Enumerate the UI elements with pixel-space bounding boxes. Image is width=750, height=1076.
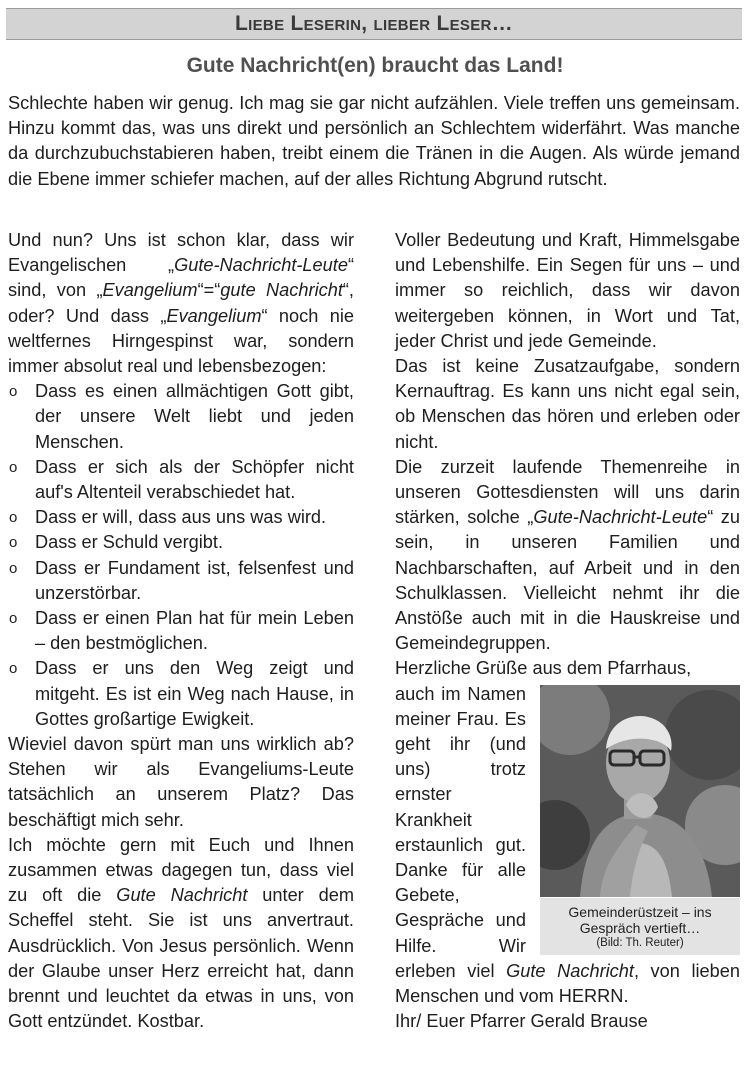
right-column [395, 228, 740, 1035]
bullet-list [8, 379, 354, 732]
bullet-marker: o [9, 458, 18, 476]
right-paragraph-3: Die zurzeit laufende Themenreihe in unseren Gottesdiensten will uns darin stärken, solche „Gute-Nachricht-Leute“ zu sein, in unseren Familien und Nachbarschaften, auf Arbeit und in den Schulklassen. Vielleicht nehmt ihr die Anstöße auch mit in die Hauskreise und Gemeindegruppen. [395, 456, 740, 654]
bullet-marker: o [9, 610, 18, 628]
list-item: o Dass es einen allmächtigen Gott gibt, der unsere Welt liebt und jeden Menschen. [9, 381, 354, 452]
left-column [8, 228, 354, 1035]
portrait-photo [540, 685, 740, 897]
left-paragraph-2: Wieviel davon spürt man uns wirklich ab? Stehen wir als Evangeliums-Leute tatsächlich an unserem Platz? Das beschäftigt mich sehr. [8, 734, 354, 830]
list-item: o Dass er will, dass aus uns was wird. [8, 505, 354, 530]
greeting-paragraph: Gemeinderüstzeit – ins Gespräch vertieft… (Bild: Th. Reuter) auch im Namen meiner Frau. Es geht ihr (und uns) trotz ernster Krankheit erstaunlich gut. Danke für alle Gebete, Gespräche und Hilfe. Wir erleben viel Gute Nachricht, von lieben Menschen und vom HERRN. [395, 682, 740, 1010]
left-paragraph-1: Und nun? Uns ist schon klar, dass wir Evangelischen „Gute-Nachricht-Leute“ sind, von „Evangelium“=“gute Nachricht“, oder? Und dass „Evangelium“ noch nie weltfernes Hirngespinst war, sondern immer absolut real und lebensbezogen: [8, 230, 354, 377]
bullet-marker: o [9, 383, 18, 401]
list-item: o Dass er Fundament ist, felsenfest und unzerstörbar. [9, 557, 354, 603]
photo-credit: (Bild: Th. Reuter) [596, 936, 684, 949]
page-title: Liebe Leserin, lieber Leser… [235, 12, 513, 35]
bullet-marker: o [9, 509, 18, 527]
list-item: o Dass er sich als der Schöpfer nicht auf's Altenteil verabschiedet hat. [9, 456, 354, 503]
photo-figure [540, 685, 740, 955]
list-item: o Dass er Schuld vergibt. [8, 530, 354, 555]
left-paragraph-3: Ich möchte gern mit Euch und Ihnen zusammen etwas dagegen tun, dass viel zu oft die Gute Nachricht unter dem Scheffel steht. Sie ist uns anvertraut. Ausdrücklich. Von Jesus persönlich. Wenn der Glaube unser Herz erreicht hat, dann brennt und leuchtet da etwas in uns, von Gott entzündet. Kostbar. [8, 834, 354, 1032]
header-bar [6, 8, 742, 40]
photo-illustration [540, 685, 740, 897]
bullet-marker: o [9, 534, 18, 552]
list-item: o Dass er uns den Weg zeigt und mitgeht. Es ist ein Weg nach Hause, in Gottes großartige Ewigkeit. [9, 658, 354, 729]
intro-paragraph: Schlechte haben wir genug. Ich mag sie gar nicht aufzählen. Viele treffen uns gemeinsam. Hinzu kommt das, was uns direkt und persönlich an Schlechtem widerfährt. Was manche da durchzubuchstabieren haben, treibt einem die Tränen in die Augen. Als würde jemand die Ebene immer schiefer machen, auf der alles Richtung Abgrund rutscht. [8, 93, 740, 189]
right-paragraph-2: Das ist keine Zusatzaufgabe, sondern Kernauftrag. Es kann uns nicht egal sein, ob Menschen das hören und erleben oder nicht. [395, 356, 740, 452]
signature: Ihr/ Euer Pfarrer Gerald Brause [395, 1011, 648, 1032]
caption-text: Gemeinderüstzeit – ins Gespräch vertieft… [568, 903, 712, 936]
list-item: o Dass er einen Plan hat für mein Leben – den bestmöglichen. [9, 608, 354, 654]
article-subtitle: Gute Nachricht(en) braucht das Land! [186, 54, 564, 77]
right-paragraph-1: Voller Bedeutung und Kraft, Himmelsgabe und Lebenshilfe. Ein Segen für uns – und immer so reichlich, dass wir davon weitergeben können, in Wort und Tat, jeder Christ und jede Gemeinde. [395, 230, 740, 351]
photo-caption [540, 897, 740, 955]
bullet-marker: o [9, 660, 18, 678]
bullet-marker: o [9, 559, 18, 577]
greeting-line: Herzliche Grüße aus dem Pfarrhaus, [395, 658, 692, 679]
